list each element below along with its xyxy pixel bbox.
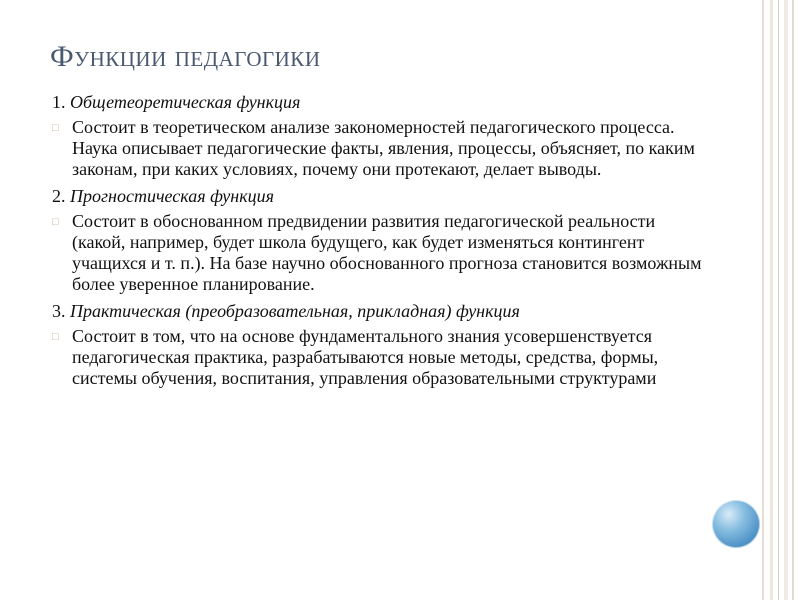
bullet-item-2 <box>52 211 712 295</box>
section-title: Прогностическая функция <box>70 186 274 206</box>
deco-line <box>778 0 779 600</box>
section-number: 1. <box>52 92 66 112</box>
deco-line <box>762 0 764 600</box>
deco-line <box>784 0 788 600</box>
section-number: 3. <box>52 301 66 321</box>
decorative-vertical-lines <box>760 0 800 600</box>
deco-line <box>792 0 794 600</box>
deco-line <box>770 0 773 600</box>
bullet-item-3 <box>52 326 712 389</box>
decorative-circle <box>712 500 760 548</box>
bullet-text: Состоит в теоретическом анализе закономерностей педагогического процесса. Наука описывает педагогические факты, явления, процессы, объясняет, по каким законам, при каких условиях, почему они протекают, делает выводы. <box>72 117 695 179</box>
hollow-square-bullet-icon: □ <box>52 216 59 228</box>
section-heading-3 <box>52 301 712 322</box>
section-number: 2. <box>52 186 66 206</box>
bullet-item-1 <box>52 117 712 180</box>
section-heading-2 <box>52 186 712 207</box>
bullet-text: Состоит в обоснованном предвидении развития педагогической реальности (какой, например, будет школа будущего, как будет изменяться контингент учащихся и т. п.). На базе научно обоснованного прогноза становится возможным более уверенное планирование. <box>72 211 702 294</box>
section-heading-1 <box>52 92 712 113</box>
section-title: Общетеоретическая функция <box>70 92 301 112</box>
hollow-square-bullet-icon: □ <box>52 331 59 343</box>
hollow-square-bullet-icon: □ <box>52 122 59 134</box>
bullet-text: Состоит в том, что на основе фундаментального знания усовершенствуется педагогическая практика, разрабатываются новые методы, средства, формы, системы обучения, воспитания, управления образовательными структурами <box>72 326 659 388</box>
section-title: Практическая (преобразовательная, прикладная) функция <box>70 301 520 321</box>
slide-content <box>52 92 712 395</box>
slide-title: Функции педагогики <box>50 40 321 73</box>
